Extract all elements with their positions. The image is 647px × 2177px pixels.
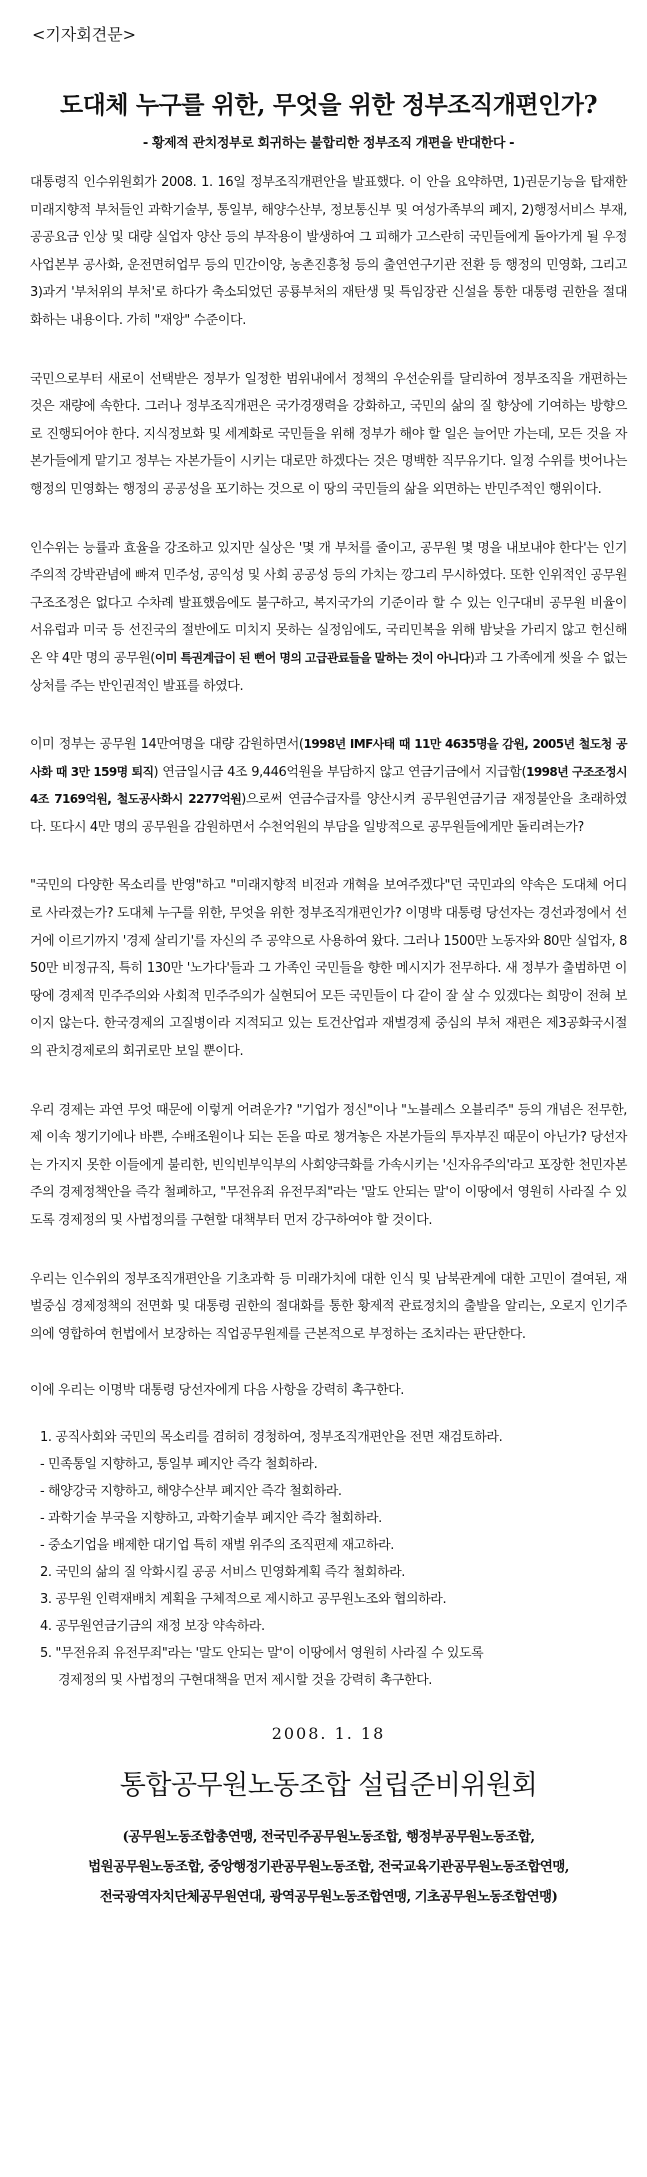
demand-item-5-continued: 경제정의 및 사법정의 구현대책을 먼저 제시할 것을 강력히 촉구한다. — [58, 1673, 433, 1689]
demand-item-4: 4. 공무원연금기금의 재정 보장 약속하라. — [40, 1619, 265, 1635]
demands-list — [30, 1424, 627, 1694]
document-tag: <기자회견문> — [32, 25, 137, 44]
document-title: 도대체 누구를 위한, 무엇을 위한 정부조직개편인가? — [59, 90, 598, 119]
demand-subitem-4: - 중소기업을 배제한 대기업 특히 재벌 위주의 조직편제 재고하라. — [40, 1538, 394, 1554]
paragraph-4-text-b: ) 연금일시금 4조 9,446억원을 부담하지 않고 연금기금에서 지급함( — [153, 764, 527, 780]
paragraph-4-text-a: 이미 정부는 공무원 14만여명을 대량 감원하면서( — [30, 737, 304, 753]
paragraph-3-text-a: 인수위는 능률과 효율을 강조하고 있지만 실상은 '몇 개 부처를 줄이고, 공무원 몇 명을 내보내야 한다'는 인기주의적 강박관념에 빠져 민주성, 공익성 및 사회 공공성 등의 가치는 깡그리 무시하였다. 또한 인위적인 공무원 구조조정은 없다고 수차례 발표했음에도 불구하고, 복지국가의 기준이라 할 수 있는 인구대비 공무원 비율이 서유럽과 미국 등 선진국의 절반에도 미치지 못하는 실정임에도, 국리민복을 위해 밤낮을 가리지 않고 헌신해온 약 4만 명의 공무원( — [30, 540, 627, 666]
paragraph-4-text-c: )으로써 연금수급자를 양산시켜 공무원연금기금 재정불안을 초래하였다. 또다시 4만 명의 공무원을 감원하면서 수천억원의 부담을 일방적으로 공무원들에게만 돌리려는가? — [30, 792, 627, 835]
document-subtitle: - 황제적 관치정부로 회귀하는 불합리한 정부조직 개편을 반대한다 - — [142, 136, 515, 151]
demands-intro: 이에 우리는 이명박 대통령 당선자에게 다음 사항을 강력히 촉구한다. — [30, 1383, 405, 1399]
demand-item-3: 3. 공무원 인력재배치 계획을 구체적으로 제시하고 공무원노조와 협의하라. — [40, 1592, 447, 1608]
demand-subitem-1: - 민족통일 지향하고, 통일부 폐지안 즉각 철회하라. — [40, 1457, 318, 1473]
paragraph-3-bold: 이미 특권계급이 된 뻔어 명의 고급관료들을 말하는 것이 아니다 — [154, 650, 470, 665]
paragraph-6: 우리 경제는 과연 무엇 때문에 이렇게 어려운가? "기업가 정신"이나 "노블레스 오블리주" 등의 개념은 전무한, 제 이속 챙기기에나 바쁜, 수배조원이나 되는 돈을 따로 챙겨놓은 자본가들의 투자부진 때문이 아닌가? 당선자는 가지지 못한 이들에게 불리한, 빈익빈부익부의 사회양극화를 가속시키는 '신자유주의'라고 포장한 천민자본주의 경제정책안을 즉각 철폐하고, "무전유죄 유전무죄"라는 '말도 안되는 말'이 이땅에서 영원히 사라질 수 있도록 경제정의 및 사법정의를 구현할 대책부터 먼저 강구하여야 할 것이다. — [30, 1102, 627, 1228]
member-unions-line-2: 법원공무원노동조합, 중앙행정기관공무원노동조합, 전국교육기관공무원노동조합연맹, — [88, 1859, 569, 1876]
member-unions — [30, 1822, 627, 1912]
paragraph-4 — [30, 731, 627, 841]
statement-date: 2008. 1. 18 — [271, 1724, 386, 1744]
demand-item-2: 2. 국민의 삶의 질 악화시킬 공공 서비스 민영화계획 즉각 철회하라. — [40, 1565, 406, 1581]
paragraph-3 — [30, 535, 627, 701]
paragraph-4-bold-1: 1998년 IMF사태 때 11만 4635명을 감원, 2005년 철도청 공사화 때 3만 159명 퇴직 — [30, 737, 627, 779]
paragraph-3-text-b: )과 그 가족에게 씻을 수 없는 상처를 주는 반인권적인 발표를 하였다. — [30, 650, 627, 694]
demand-item-1: 1. 공직사회와 국민의 목소리를 겸허히 경청하여, 정부조직개편안을 전면 재검토하라. — [40, 1430, 503, 1446]
paragraph-7: 우리는 인수위의 정부조직개편안을 기초과학 등 미래가치에 대한 인식 및 남북관계에 대한 고민이 결여된, 재벌중심 경제정책의 전면화 및 대통령 권한의 절대화를 통한 황제적 관료정치의 출발을 알리는, 오로지 인기주의에 영합하여 헌법에서 보장하는 직업공무원제를 근본적으로 부정하는 조치라는 판단한다. — [30, 1271, 627, 1342]
member-unions-line-1: (공무원노동조합총연맹, 전국민주공무원노동조합, 행정부공무원노동조합, — [122, 1829, 535, 1846]
paragraph-2: 국민으로부터 새로이 선택받은 정부가 일정한 범위내에서 정책의 우선순위를 달리하여 정부조직을 개편하는 것은 재량에 속한다. 그러나 정부조직개편은 국가경쟁력을 강화하고, 국민의 삶의 질 향상에 기여하는 방향으로 진행되어야 한다. 지식정보화 및 세계화로 국민들을 위해 정부가 해야 할 일은 늘어만 가는데, 모든 것을 자본가들에게 맡기고 정부는 자본가들이 시키는 대로만 하겠다는 것은 명백한 직무유기다. 일정 수위를 벗어나는 행정의 민영화는 행정의 공공성을 포기하는 것으로 이 땅의 국민들의 삶을 외면하는 반민주적인 행위이다. — [30, 371, 627, 497]
paragraph-1: 대통령직 인수위원회가 2008. 1. 16일 정부조직개편안을 발표했다. 이 안을 요약하면, 1)권문기능을 탑재한 미래지향적 부처들인 과학기술부, 통일부, 해양수산부, 정보통신부 및 여성가족부의 폐지, 2)행정서비스 부재, 공공요금 인상 및 대량 실업자 양산 등의 부작용이 발생하여 그 피해가 고스란히 국민들에게 돌아가게 될 우정사업본부 공사화, 운전면허업무 등의 민간이양, 농촌진흥청 등의 출연연구기관 전환 등 행정의 민영화, 그리고 3)과거 '부처위의 부처'로 하다가 축소되었던 공룡부처의 재탄생 및 특임장관 신설을 통한 대통령 권한을 절대화하는 내용이다. 가히 "재앙" 수준이다. — [30, 175, 627, 328]
organization-name: 통합공무원노동조합 설립준비위원회 — [119, 1770, 538, 1802]
demand-subitem-3: - 과학기술 부국을 지향하고, 과학기술부 폐지안 즉각 철회하라. — [40, 1511, 382, 1527]
demand-item-5: 5. "무전유죄 유전무죄"라는 '말도 안되는 말'이 이땅에서 영원히 사라질 수 있도록 — [40, 1646, 484, 1662]
paragraph-5: "국민의 다양한 목소리를 반영"하고 "미래지향적 비전과 개혁을 보여주겠다"던 국민과의 약속은 도대체 어디로 사라졌는가? 도대체 누구를 위한, 무엇을 위한 정부조직개편인가? 이명박 대통령 당선자는 경선과정에서 선거에 이르기까지 '경제 살리기'를 자신의 주 공약으로 사용하여 왔다. 그러나 1500만 노동자와 80만 실업자, 850만 비정규직, 특히 130만 '노가다'들과 그 가족인 국민들을 향한 메시지가 전무하다. 새 정부가 출범하면 이 땅에 경제적 민주주의와 사회적 민주주의가 실현되어 모든 국민들이 다 같이 잘 살 수 있겠다는 희망이 전혀 보이지 않는다. 한국경제의 고질병이라 지적되고 있는 토건산업과 재벌경제 중심의 부처 재편은 제3공화국시절의 관치경제로의 회귀로만 보일 뿐이다. — [30, 878, 627, 1060]
demand-subitem-2: - 해양강국 지향하고, 해양수산부 폐지안 즉각 철회하라. — [40, 1484, 342, 1500]
paragraph-4-bold-2: 1998년 구조조정시 4조 7169억원, 철도공사화시 2277억원 — [30, 764, 627, 807]
member-unions-line-3: 전국광역자치단체공무원연대, 광역공무원노동조합연맹, 기초공무원노동조합연맹) — [99, 1889, 558, 1906]
